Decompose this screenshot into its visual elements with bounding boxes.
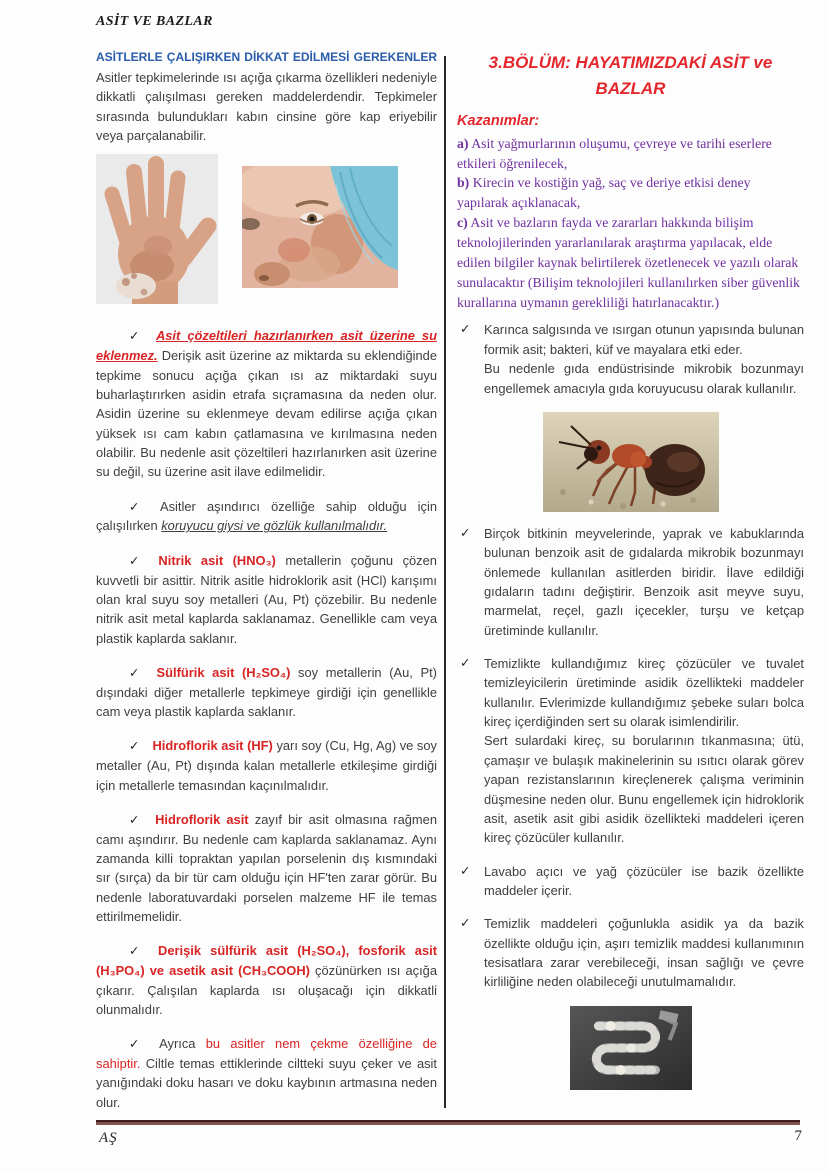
run-text: çözünürken ısı açığa çıkarır. Çalışılan kaplarda ısı oluşacağı için dikkatli olunmalıdır.	[96, 963, 438, 1017]
list-item	[96, 663, 437, 721]
run-text: metallerin çoğunu çözen kuvvetli bir asittir. Nitrik asitle hidroklorik asit (HCl) karışımı olan kral suyu soy metalleri (Au, Pt) çözebilir. Bu nedenle nitrik asit metal kaplarda saklanamaz. Genellikle cam veya plastik kaplarda saklanır.	[96, 552, 437, 646]
checkmark-icon: ✓	[129, 739, 140, 754]
checkmark-icon: ✓	[129, 499, 148, 514]
list-item	[96, 941, 437, 1019]
run-term: Nitrik asit (HNO₃)	[158, 552, 276, 568]
list-item	[96, 810, 437, 927]
checkmark-icon: ✓	[460, 322, 471, 337]
objective-letter: b)	[457, 175, 470, 191]
run-text: Ayrıca	[159, 1036, 206, 1052]
acid-burned-hand-photo	[96, 154, 218, 304]
checkmark-icon: ✓	[129, 812, 143, 827]
run-term: Hidroflorik asit (HF)	[152, 738, 273, 754]
run-term: Hidroflorik asit	[155, 811, 249, 827]
run-text: Derişik asit üzerine az miktarda su eklendiğinde tepkime sonucu açığa çıkan ısı az miktardaki suyu buharlaştırırken asidin etrafa sıçramasına da neden olur. Asidin üzerine su eklenmeye devam edilirse açığa çıkan yüksek ısı cam kabın çatlamasına ve kırılmasına neden olabilir. Bu nedenle asit çözeltileri hazırlanırken asit üzerine su değil, su üzerine asit ilave edilmelidir.	[96, 348, 437, 480]
list-item	[457, 524, 804, 640]
intro-paragraph: Asitler tepkimelerinde ısı açığa çıkarma özellikleri nedeniyle dikkatli çalışılması gereken maddelerdendir. Tepkimeler sırasında bulundukları kabın cinsine göre kap eriyebilir veya parçalanabilir.	[96, 70, 437, 144]
checkmark-icon: ✓	[129, 553, 146, 568]
bullet-paragraph: Birçok bitkinin meyvelerinde, yaprak ve kabuklarında bulunan benzoik asit de gıdalarda mikrobik bozunmayı önlemede kullanılan asitlerden biridir. İlave edildiği gıdaların tadını değiştirir. Benzoik asit meyve suyu, marmelat, reçel, gazlı içecekler, turşu ve ketçap üretiminde kullanılır.	[484, 525, 804, 638]
run-text: zayıf bir asit olmasına rağmen camı aşındırır. Bu nedenle cam kaplarda saklanamaz. Aynı zamanda killi topraktan yapılan porselenin dış kısmındaki sır (sırça) da bir tür cam olduğu için HF'ten zarar görür. Bu nedenle laboratuvardaki porselen malzeme HF ile temas ettirilmemelidir.	[96, 811, 438, 925]
column-divider	[444, 56, 446, 1108]
list-item	[457, 654, 804, 848]
run-term: Sülfürik asit (H₂SO₄)	[156, 665, 291, 680]
chapter-title: 3.BÖLÜM: HAYATIMIZDAKİ ASİT ve BAZLAR	[488, 53, 773, 99]
objective-item	[457, 213, 804, 312]
section-heading: ASİTLERLE ÇALIŞIRKEN DİKKAT EDİLMESİ GEREKENLER	[96, 50, 437, 64]
objective-letter: a)	[457, 135, 469, 151]
footer-rule	[96, 1120, 800, 1125]
list-item	[96, 326, 437, 481]
run-term: Derişik sülfürik asit (H₂SO₄), fosforik asit (H₃PO₄) ve asetik asit (CH₃COOH)	[96, 943, 437, 979]
run-emphasis: bu asitler nem çekme özelliğine de sahiptir.	[96, 1036, 437, 1072]
objective-letter: c)	[457, 215, 468, 231]
bullet-paragraph: Karınca salgısında ve ısırgan otunun yapısında bulunan formik asit; bakteri, küf ve mayalara etki eder.	[484, 322, 804, 357]
bullet-paragraph: Lavabo açıcı ve yağ çözücüler ise bazik özellikte maddeler içerir.	[484, 863, 804, 898]
limescale-heating-element-photo	[570, 1006, 692, 1090]
bullet-paragraph: Bu nedenle gıda endüstrisinde mikrobik bozunmayı engellemek amacıyla gıda koruyucusu olarak kullanılır.	[484, 361, 804, 396]
bullet-paragraph: Temizlik maddeleri çoğunlukla asidik ya da bazik özellikte olduğu için, aşırı temizlik maddesi kullanımının tesisatlara zarar verebileceği, insan sağlığı ve çevre kirliliğine neden olabileceği unutulmamalıdır.	[484, 916, 804, 990]
bullet-paragraph: Temizlikte kullandığımız kireç çözücüler ve tuvalet temizleyicilerin üretiminde asidik özellikteki maddeler kullanılır. Evlerimizde kullandığımız şebeke suları bolca kireç içerdiğinden sert su olarak isimlendirilir.	[484, 656, 804, 730]
checkmark-icon: ✓	[460, 863, 471, 878]
objectives-list	[457, 134, 804, 313]
photo-row	[96, 154, 437, 306]
kazanimlar-label: Kazanımlar:	[457, 112, 540, 129]
list-item	[96, 497, 437, 536]
checkmark-icon: ✓	[129, 1037, 147, 1052]
list-item	[457, 914, 804, 991]
run-text: Asitler aşındırıcı özelliğe sahip olduğu için çalışılırken	[96, 498, 437, 534]
run-emphasis: Asit çözeltileri hazırlanırken asit üzerine su eklenmez.	[96, 328, 437, 364]
objective-text: Asit yağmurlarının oluşumu, çevreye ve tarihi eserlere etkileri öğrenilecek,	[457, 135, 772, 171]
page-header-title: ASİT VE BAZLAR	[96, 14, 213, 29]
checkmark-icon: ✓	[460, 525, 471, 540]
checkmark-icon: ✓	[129, 666, 144, 680]
list-item	[96, 551, 437, 648]
objective-item	[457, 173, 804, 213]
red-ant-photo	[543, 412, 719, 512]
run-text: Ciltle temas ettiklerinde ciltteki suyu çeker ve asit yanığındaki doku hasarı ve doku kaybının artmasına neden olur.	[96, 1056, 437, 1110]
list-item	[96, 736, 437, 794]
run-text: yarı soy (Cu, Hg, Ag) ve soy metaller (Au, Pt) dışında kalan metallerle etkileşime girdiği için metallerle temasından kaçınılmalıdır.	[96, 738, 437, 793]
footer-logo: AŞ	[99, 1130, 118, 1146]
run-emphasis: koruyucu giysi ve gözlük kullanılmalıdır.	[161, 518, 388, 534]
acid-burned-face-photo	[242, 166, 398, 288]
objective-text: Asit ve bazların fayda ve zararları hakkında bilişim teknolojilerinden yararlanılarak araştırma yapılacak, elde edilen bilgiler kaynak belirtilerek özetlenecek ve yazılı olarak sunulacaktır (Bilişim teknolojileri kullanılırken siber güvenlik kurallarına uymanın gerekliliği hatırlanacaktır.)	[457, 215, 800, 310]
objective-item	[457, 134, 804, 174]
right-column	[457, 50, 804, 1090]
list-item	[457, 320, 804, 397]
page-number: 7	[794, 1128, 802, 1144]
checkmark-icon: ✓	[129, 944, 146, 959]
left-column	[96, 50, 437, 1127]
list-item	[96, 1034, 437, 1112]
run-text: soy metallerin (Au, Pt) dışındaki diğer metallerle tepkimeye girdiği için genellikle cam veya plastik kaplarda saklanır.	[96, 665, 437, 720]
bullet-paragraph: Sert sulardaki kireç, su borularının tıkanmasına; ütü, çamaşır ve bulaşık makinelerinin su ısıtıcı olarak görev yapan rezistanslarının kireçlenerek çalışma veriminin düşmesine neden olur. Bunu engellemek için hidroklorik asit, asetik asit gibi asidik özellikteki maddeleri içeren kireç çözücüler kullanılır.	[484, 733, 804, 846]
checkmark-icon: ✓	[129, 329, 143, 344]
checkmark-icon: ✓	[460, 916, 471, 931]
checkmark-icon: ✓	[460, 656, 471, 671]
list-item	[457, 862, 804, 901]
objective-text: Kirecin ve kostiğin yağ, saç ve deriye etkisi deney yapılarak açıklanacak,	[457, 175, 751, 211]
